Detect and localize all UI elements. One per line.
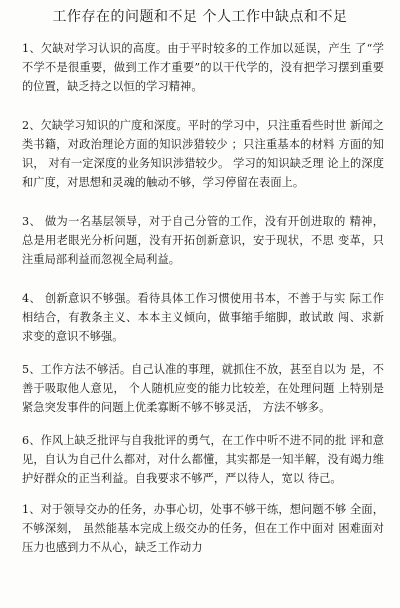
document-title: 工作存在的问题和不足 个人工作中缺点和不足 (52, 9, 348, 25)
paragraph-2: 2、欠缺学习知识的广度和深度。平时的学习中，只注重看些时世 新闻之类书籍，对政治理论方面的知识涉猎较少 ；只注重基本的材料 方面的知识， 对有一定深度的业务知识涉猎较少。 学习的知识缺乏理 论上的深度和广度，对思想和灵魂的触动不够，学习停留在表面上。 (22, 119, 384, 189)
paragraph-1: 1、欠缺对学习认识的高度。由于平时较多的工作加以延误，产生 了“学不学不是很重要，做到工作才重要”的以干代学的，没有把学习摆到重要的位置，缺乏持之以恒的学习精神。 (22, 42, 384, 93)
paragraph-4: 4、 创新意识不够强。看待具体工作习惯使用书本，不善于与实 际工作相结合，有教条主义、本本主义倾向，做事缩手缩脚，敢试敢 闯、求新求变的意识不够强。 (22, 292, 384, 343)
paragraph-6: 6、作风上缺乏批评与自我批评的勇气，在工作中听不进不同的批 评和意见，自认为自己什么都对，对什么都懂，其实都是一知半解，没有竭力维护好群众的正当利益。自我要求不够严，严以待人，宽以 待己。 (22, 434, 384, 485)
paragraph-5: 5、工作方法不够活。自己认准的事理，就抓住不放，甚至自以为 是，不善于吸取他人意见， 个人随机应变的能力比较差，在处理问题 上特别是紧急突发事件的问题上优柔寡断不够不够灵活， 方法不够多。 (22, 363, 384, 414)
paragraph-3: 3、 做为一名基层领导，对于自己分管的工作，没有开创进取的 精神，总是用老眼光分析问题，没有开拓创新意识，安于现状，不思 变革，只注重局部利益而忽视全局利益。 (22, 215, 384, 266)
paragraph-7: 1、对于领导交办的任务，办事心切，处事不够干练，想问题不够 全面，不够深刻， 虽然能基本完成上级交办的任务，但在工作中面对 困难面对压力也感到力不从心，缺乏工作动力 (22, 503, 384, 554)
